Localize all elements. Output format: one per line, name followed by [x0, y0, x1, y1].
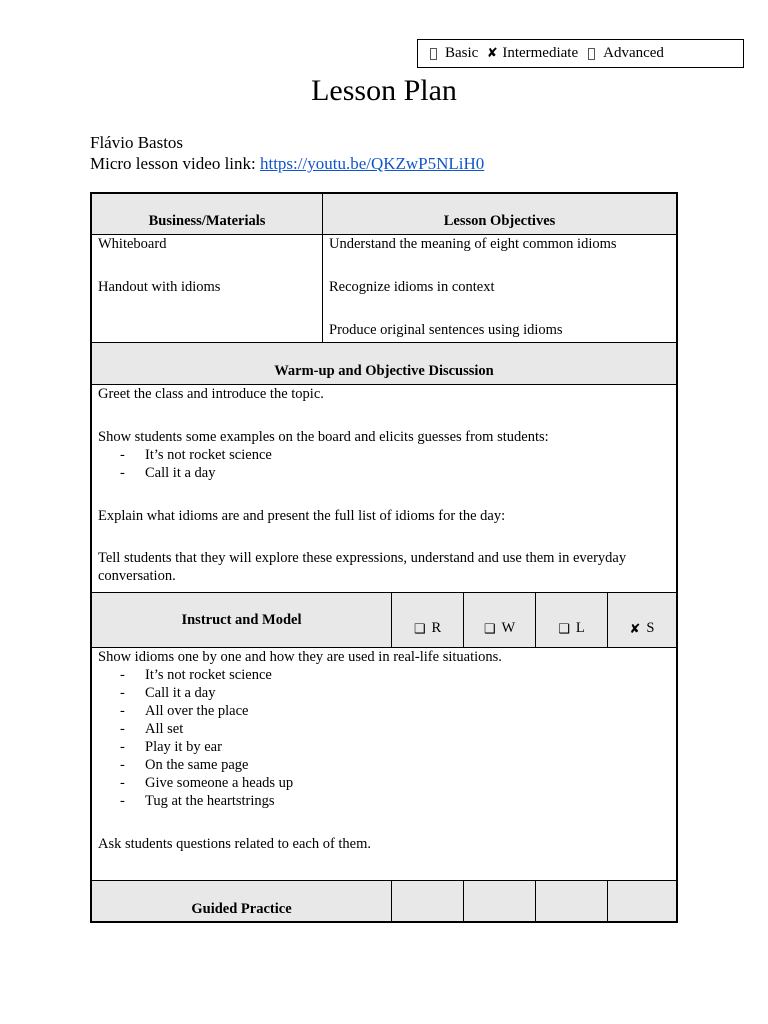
- list-item: - Give someone a heads up: [120, 775, 294, 791]
- objective-item: Produce original sentences using idioms: [329, 322, 563, 338]
- level-intermediate-label: Intermediate: [502, 45, 579, 61]
- materials-objectives-row: [92, 235, 676, 343]
- guided-header: Guided Practice: [92, 881, 392, 921]
- instruct-intro: Show idioms one by one and how they are used in real-life situations.: [98, 649, 502, 665]
- warmup-tell: Tell students that they will explore these expressions, understand and use them in everyday: [98, 550, 627, 566]
- skill-reading[interactable]: ❑ R: [392, 593, 464, 647]
- skill-listening[interactable]: ❑ L: [536, 593, 608, 647]
- table-header-row: [92, 194, 676, 235]
- warmup-header-row: [92, 343, 676, 385]
- level-advanced[interactable]: [586, 45, 664, 62]
- material-item: Handout with idioms: [98, 279, 221, 295]
- unchecked-box-icon: ❑: [413, 622, 426, 637]
- warmup-intro: Greet the class and introduce the topic.: [98, 386, 324, 402]
- level-basic[interactable]: [428, 45, 478, 62]
- skill-cell-empty: [392, 881, 464, 921]
- instruct-header: Instruct and Model: [92, 593, 392, 647]
- guided-header-row: [92, 881, 676, 921]
- list-item: - Call it a day: [120, 685, 216, 701]
- unchecked-box-icon: [588, 48, 595, 60]
- video-link-label: Micro lesson video link:: [90, 154, 260, 173]
- list-item: - Call it a day: [120, 465, 216, 481]
- list-item: - On the same page: [120, 757, 249, 773]
- skill-speaking[interactable]: ✘ S: [629, 620, 655, 637]
- instruct-content-row: [92, 648, 676, 881]
- list-item: - All set: [120, 721, 184, 737]
- instruct-ask: Ask students questions related to each of them.: [98, 836, 372, 852]
- lesson-plan-table: [90, 192, 678, 923]
- warmup-explain: Explain what idioms are and present the full list of idioms for the day:: [98, 508, 506, 524]
- list-item: - All over the place: [120, 703, 249, 719]
- warmup-content: [92, 385, 676, 592]
- skill-cell-empty: [608, 881, 676, 921]
- warmup-content-row: [92, 385, 676, 593]
- objective-item: Recognize idioms in context: [329, 279, 495, 295]
- video-link[interactable]: https://youtu.be/QKZwP5NLiH0: [259, 154, 485, 173]
- checked-x-icon: ✘: [486, 46, 498, 61]
- list-item: - Play it by ear: [120, 739, 222, 755]
- warmup-tell-cont: conversation.: [98, 568, 176, 584]
- warmup-examples-intro: Show students some examples on the board and elicits guesses from students:: [98, 429, 549, 445]
- list-item: - It’s not rocket science: [120, 667, 272, 683]
- skill-writing[interactable]: ❑ W: [464, 593, 536, 647]
- list-item: - It’s not rocket science: [120, 447, 272, 463]
- instruct-content: [92, 648, 676, 880]
- unchecked-box-icon: ❑: [483, 622, 496, 637]
- author-name: Flávio Bastos: [90, 133, 184, 152]
- level-advanced-label: Advanced: [603, 45, 664, 61]
- list-item: - Tug at the heartstrings: [120, 793, 275, 809]
- level-selector: [417, 39, 744, 68]
- objectives-header: Lesson Objectives: [443, 213, 556, 229]
- level-basic-label: Basic: [445, 45, 479, 61]
- skill-cell-empty: [464, 881, 536, 921]
- instruct-header-row: [92, 593, 676, 648]
- objectives-cell: [323, 235, 676, 342]
- level-intermediate[interactable]: [486, 45, 578, 62]
- material-item: Whiteboard: [98, 236, 167, 252]
- objective-item: Understand the meaning of eight common idioms: [329, 236, 617, 252]
- materials-cell: [92, 235, 323, 342]
- page-title: Lesson Plan: [311, 74, 457, 107]
- warmup-header: Warm-up and Objective Discussion: [274, 363, 494, 379]
- unchecked-box-icon: [430, 48, 437, 60]
- unchecked-box-icon: ❑: [558, 622, 570, 637]
- checked-x-icon: ✘: [629, 622, 641, 637]
- skill-cell-empty: [536, 881, 608, 921]
- video-link-line: [90, 154, 484, 174]
- materials-header: Business/Materials: [92, 194, 323, 234]
